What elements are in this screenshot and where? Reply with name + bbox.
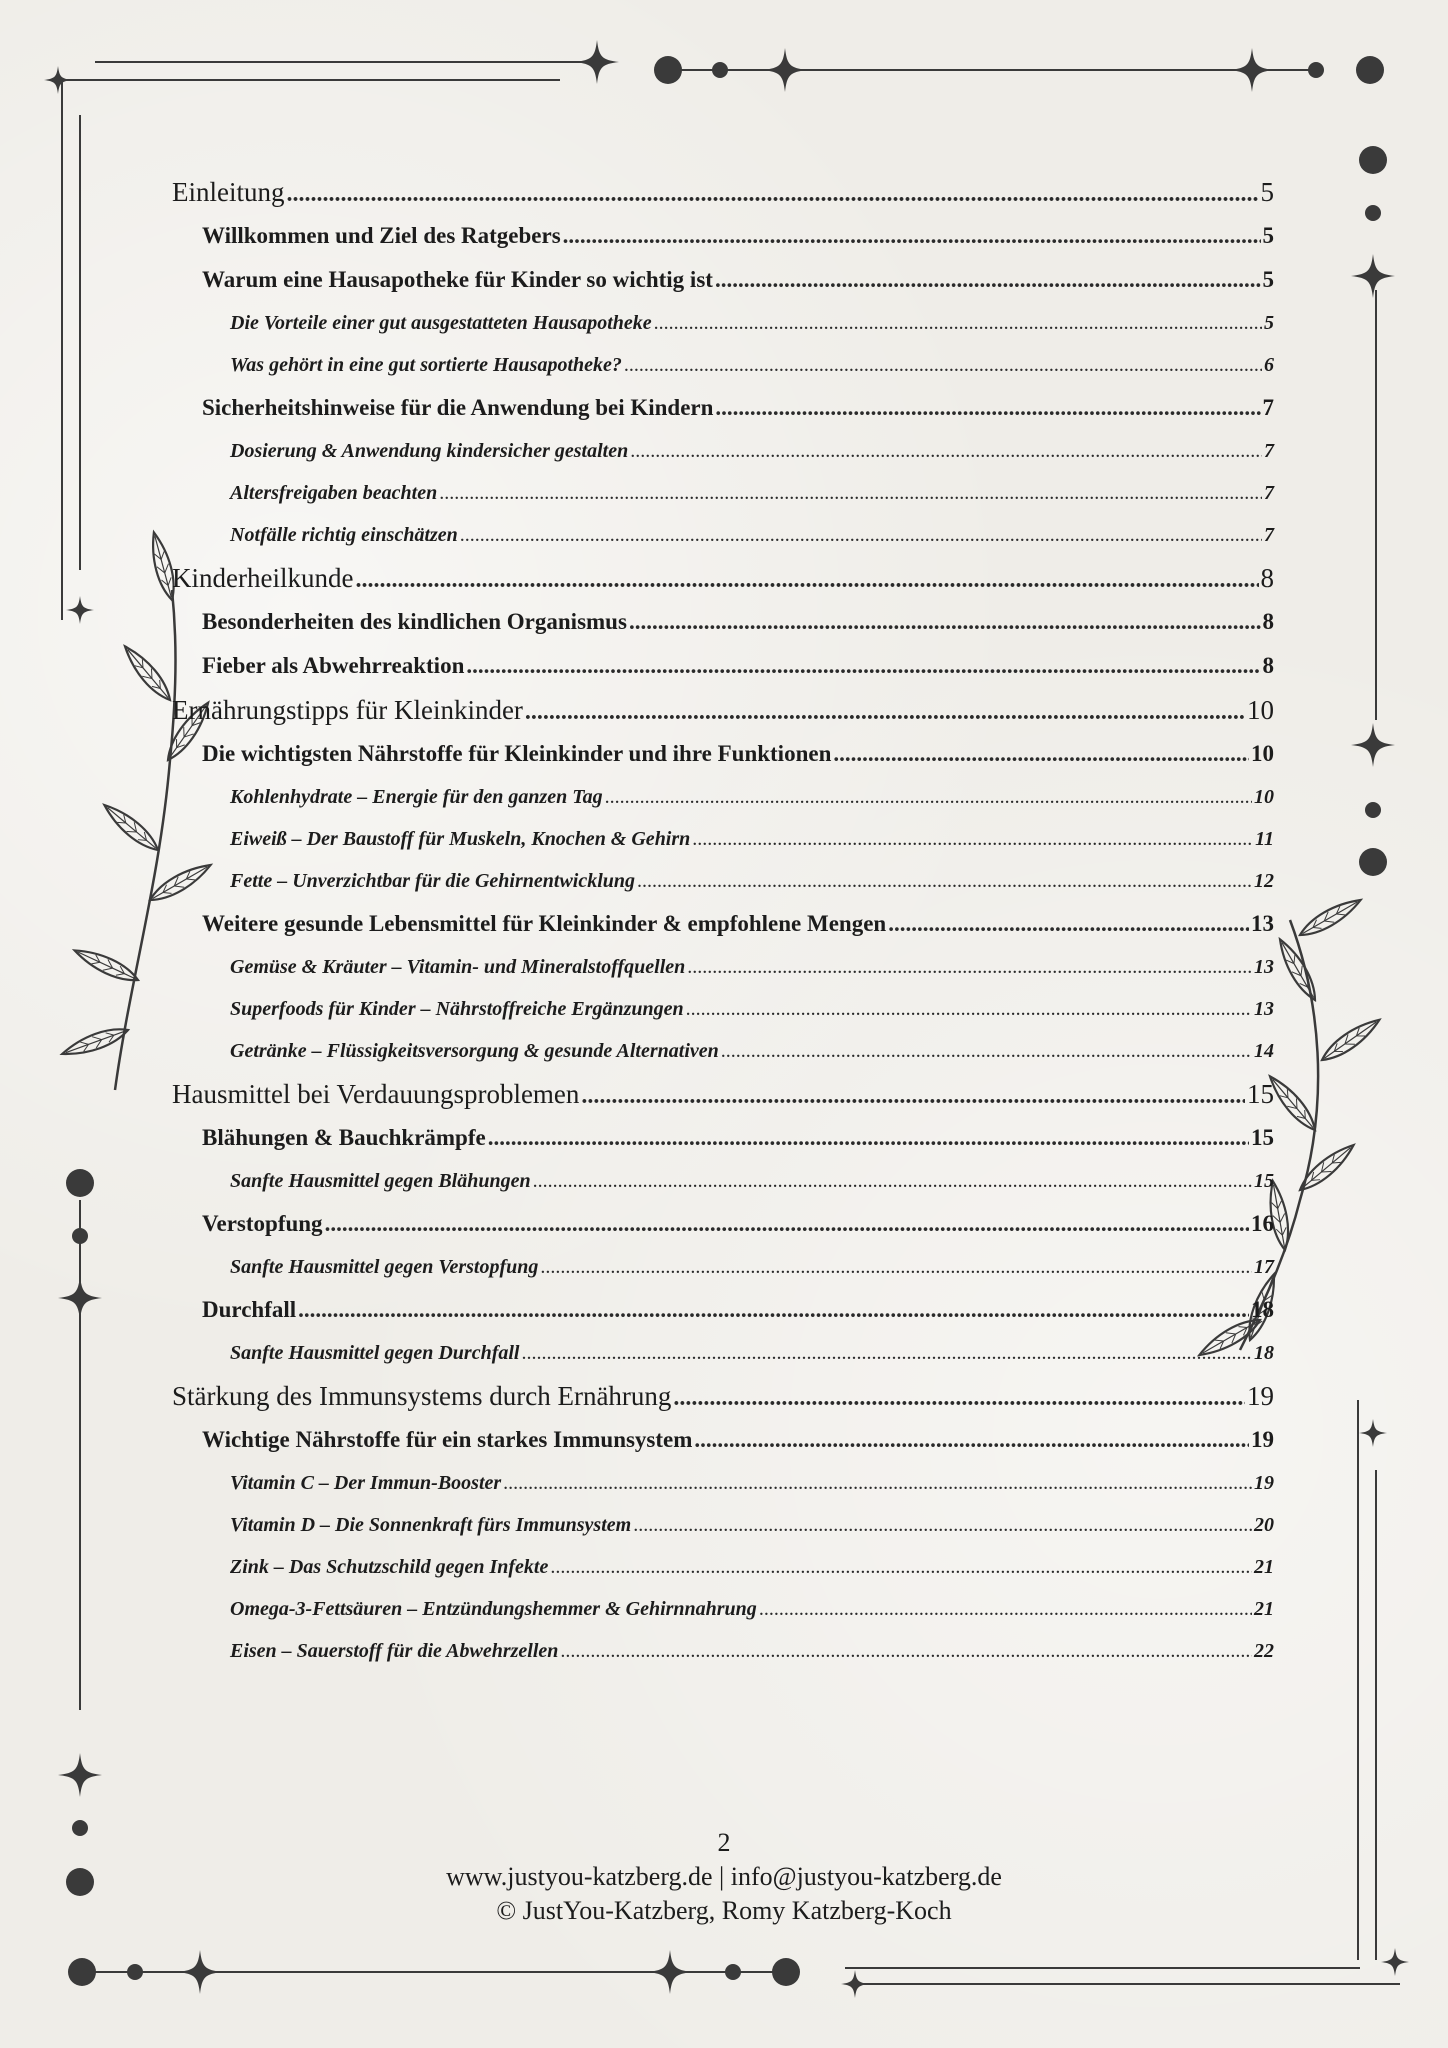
- toc-entry-title: Altersfreigaben beachten: [230, 482, 438, 504]
- dot-icon: [654, 56, 682, 84]
- toc-entry-page: 21: [1254, 1598, 1274, 1620]
- toc-entry-page: 15: [1251, 1125, 1274, 1150]
- table-of-contents: [172, 170, 1274, 1672]
- sparkle-icon: [58, 1753, 102, 1797]
- toc-leader-dots: [759, 1588, 1252, 1630]
- toc-entry-page: 18: [1254, 1342, 1274, 1364]
- toc-leader-dots: [355, 558, 1258, 602]
- toc-entry-title: Blähungen & Bauchkrämpfe: [202, 1125, 486, 1150]
- toc-entry-level-3[interactable]: [172, 344, 1274, 386]
- toc-entry-level-3[interactable]: [172, 1504, 1274, 1546]
- toc-entry-title: Weitere gesunde Lebensmittel für Kleinkinder & empfohlene Mengen: [202, 911, 887, 936]
- toc-entry-page: 14: [1254, 1040, 1274, 1062]
- page-footer: [0, 1826, 1448, 1928]
- toc-entry-title: Was gehört in eine gut sortierte Hausapotheke?: [230, 354, 622, 376]
- toc-entry-level-2[interactable]: [172, 214, 1274, 258]
- toc-entry-page: 13: [1251, 911, 1274, 936]
- toc-entry-title: Eiweiß – Der Baustoff für Muskeln, Knochen & Gehirn: [230, 828, 691, 850]
- toc-entry-title: Sanfte Hausmittel gegen Blähungen: [230, 1170, 531, 1192]
- toc-entry-level-3[interactable]: [172, 988, 1274, 1030]
- sparkle-icon: [763, 48, 807, 92]
- toc-leader-dots: [439, 472, 1262, 514]
- toc-entry-title: Vitamin D – Die Sonnenkraft fürs Immunsystem: [230, 1514, 632, 1536]
- toc-entry-level-2[interactable]: [172, 600, 1274, 644]
- toc-entry-page: 8: [1262, 653, 1274, 678]
- toc-entry-title: Notfälle richtig einschätzen: [230, 524, 458, 546]
- toc-entry-level-2[interactable]: [172, 902, 1274, 946]
- dot-icon: [127, 1964, 143, 1980]
- dot-icon: [1359, 848, 1387, 876]
- toc-entry-level-2[interactable]: [172, 1288, 1274, 1332]
- toc-entry-page: 21: [1254, 1556, 1274, 1578]
- toc-entry-level-3[interactable]: [172, 1030, 1274, 1072]
- dot-icon: [1359, 146, 1387, 174]
- toc-entry-title: Wichtige Nährstoffe für ein starkes Immunsystem: [202, 1427, 693, 1452]
- toc-leader-dots: [692, 818, 1253, 860]
- toc-entry-page: 10: [1254, 786, 1274, 808]
- toc-entry-level-2[interactable]: [172, 258, 1274, 302]
- dot-icon: [725, 1964, 741, 1980]
- toc-entry-title: Ernährungstipps für Kleinkinder: [172, 695, 523, 725]
- toc-entry-level-3[interactable]: [172, 1246, 1274, 1288]
- toc-entry-title: Gemüse & Kräuter – Vitamin- und Mineralstoffquellen: [230, 956, 686, 978]
- toc-entry-title: Besonderheiten des kindlichen Organismus: [202, 609, 627, 634]
- toc-leader-dots: [673, 1376, 1245, 1420]
- toc-leader-dots: [715, 258, 1261, 302]
- toc-entry-level-3[interactable]: [172, 302, 1274, 344]
- toc-entry-page: 18: [1251, 1297, 1274, 1322]
- toc-entry-level-1[interactable]: [172, 1072, 1274, 1116]
- toc-entry-page: 22: [1254, 1640, 1274, 1662]
- toc-entry-level-1[interactable]: [172, 170, 1274, 214]
- sparkle-icon: [58, 1276, 102, 1320]
- sparkle-icon: [1381, 1948, 1409, 1976]
- toc-leader-dots: [715, 386, 1260, 430]
- dot-icon: [1365, 802, 1381, 818]
- toc-entry-page: 5: [1262, 223, 1274, 248]
- toc-entry-title: Kinderheilkunde: [172, 563, 354, 593]
- toc-entry-title: Verstopfung: [202, 1211, 323, 1236]
- toc-leader-dots: [533, 1160, 1252, 1202]
- toc-entry-level-2[interactable]: [172, 386, 1274, 430]
- toc-leader-dots: [833, 732, 1249, 776]
- dot-icon: [1356, 56, 1384, 84]
- toc-entry-title: Eisen – Sauerstoff für die Abwehrzellen: [230, 1640, 559, 1662]
- toc-entry-level-3[interactable]: [172, 430, 1274, 472]
- toc-leader-dots: [654, 302, 1262, 344]
- toc-leader-dots: [721, 1030, 1252, 1072]
- toc-entry-title: Vitamin C – Der Immun-Booster: [230, 1472, 502, 1494]
- toc-entry-level-2[interactable]: [172, 732, 1274, 776]
- toc-entry-title: Hausmittel bei Verdauungsproblemen: [172, 1079, 580, 1109]
- sparkle-icon: [648, 1950, 692, 1994]
- toc-entry-title: Fieber als Abwehrreaktion: [202, 653, 465, 678]
- toc-entry-page: 6: [1264, 354, 1274, 376]
- toc-entry-level-3[interactable]: [172, 1546, 1274, 1588]
- toc-leader-dots: [298, 1288, 1249, 1332]
- toc-entry-level-3[interactable]: [172, 776, 1274, 818]
- toc-leader-dots: [488, 1116, 1249, 1160]
- toc-entry-level-1[interactable]: [172, 1374, 1274, 1418]
- toc-entry-level-3[interactable]: [172, 1588, 1274, 1630]
- toc-leader-dots: [633, 1504, 1252, 1546]
- toc-leader-dots: [525, 690, 1245, 734]
- toc-leader-dots: [687, 946, 1252, 988]
- toc-leader-dots: [629, 600, 1261, 644]
- dot-icon: [1365, 205, 1381, 221]
- toc-entry-page: 10: [1247, 695, 1274, 725]
- toc-entry-title: Superfoods für Kinder – Nährstoffreiche Ergänzungen: [230, 998, 684, 1020]
- toc-entry-level-3[interactable]: [172, 472, 1274, 514]
- toc-entry-title: Sanfte Hausmittel gegen Verstopfung: [230, 1256, 539, 1278]
- toc-leader-dots: [466, 644, 1260, 688]
- toc-entry-level-3[interactable]: [172, 514, 1274, 556]
- toc-entry-page: 5: [1260, 177, 1274, 207]
- toc-entry-title: Die wichtigsten Nährstoffe für Kleinkinder und ihre Funktionen: [202, 741, 832, 766]
- toc-entry-page: 20: [1254, 1514, 1274, 1536]
- toc-leader-dots: [460, 514, 1262, 556]
- sparkle-icon: [66, 596, 94, 624]
- toc-entry-title: Willkommen und Ziel des Ratgebers: [202, 223, 561, 248]
- dot-icon: [712, 62, 728, 78]
- copyright-line: © JustYou-Katzberg, Romy Katzberg-Koch: [496, 1896, 952, 1925]
- toc-entry-page: 7: [1264, 524, 1274, 546]
- toc-leader-dots: [624, 344, 1262, 386]
- toc-entry-page: 15: [1254, 1170, 1274, 1192]
- toc-entry-title: Die Vorteile einer gut ausgestatteten Hausapotheke: [230, 312, 652, 334]
- page-number: 2: [717, 1828, 731, 1857]
- toc-entry-level-2[interactable]: [172, 1202, 1274, 1246]
- toc-entry-title: Stärkung des Immunsystems durch Ernährung: [172, 1381, 672, 1411]
- toc-entry-level-3[interactable]: [172, 946, 1274, 988]
- toc-entry-page: 17: [1254, 1256, 1274, 1278]
- toc-leader-dots: [521, 1332, 1252, 1374]
- toc-entry-title: Sanfte Hausmittel gegen Durchfall: [230, 1342, 520, 1364]
- toc-entry-level-1[interactable]: [172, 688, 1274, 732]
- toc-leader-dots: [686, 988, 1252, 1030]
- toc-entry-page: 10: [1251, 741, 1274, 766]
- sparkle-icon: [44, 66, 72, 94]
- toc-leader-dots: [540, 1246, 1252, 1288]
- toc-entry-title: Warum eine Hausapotheke für Kinder so wichtig ist: [202, 267, 713, 292]
- toc-leader-dots: [563, 214, 1261, 258]
- toc-leader-dots: [888, 902, 1249, 946]
- sparkle-icon: [1351, 254, 1395, 298]
- toc-entry-page: 5: [1264, 312, 1274, 334]
- toc-entry-title: Zink – Das Schutzschild gegen Infekte: [230, 1556, 549, 1578]
- toc-entry-page: 7: [1264, 482, 1274, 504]
- contact-line[interactable]: www.justyou-katzberg.de | info@justyou-katzberg.de: [446, 1862, 1002, 1891]
- toc-leader-dots: [694, 1418, 1249, 1462]
- toc-entry-page: 8: [1260, 563, 1274, 593]
- toc-entry-page: 5: [1262, 267, 1274, 292]
- toc-entry-title: Getränke – Flüssigkeitsversorgung & gesunde Alternativen: [230, 1040, 719, 1062]
- toc-leader-dots: [325, 1202, 1249, 1246]
- toc-entry-level-1[interactable]: [172, 556, 1274, 600]
- toc-entry-level-3[interactable]: [172, 818, 1274, 860]
- toc-entry-page: 11: [1255, 828, 1274, 850]
- toc-entry-page: 13: [1254, 998, 1274, 1020]
- toc-entry-page: 7: [1262, 395, 1274, 420]
- toc-entry-page: 7: [1264, 440, 1274, 462]
- toc-entry-page: 19: [1247, 1381, 1274, 1411]
- sparkle-icon: [1351, 723, 1395, 767]
- toc-entry-level-2[interactable]: [172, 1116, 1274, 1160]
- toc-entry-page: 19: [1251, 1427, 1274, 1452]
- toc-entry-page: 12: [1254, 870, 1274, 892]
- dot-icon: [772, 1958, 800, 1986]
- toc-entry-page: 13: [1254, 956, 1274, 978]
- toc-entry-title: Sicherheitshinweise für die Anwendung bei Kindern: [202, 395, 714, 420]
- dot-icon: [72, 1228, 88, 1244]
- toc-entry-page: 8: [1262, 609, 1274, 634]
- toc-entry-level-3[interactable]: [172, 1332, 1274, 1374]
- toc-entry-level-3[interactable]: [172, 1462, 1274, 1504]
- toc-entry-level-3[interactable]: [172, 1630, 1274, 1672]
- sparkle-icon: [1230, 48, 1274, 92]
- toc-entry-title: Dosierung & Anwendung kindersicher gestalten: [230, 440, 629, 462]
- toc-leader-dots: [581, 1074, 1245, 1118]
- dot-icon: [66, 1169, 94, 1197]
- toc-entry-title: Omega-3-Fettsäuren – Entzündungshemmer & Gehirnnahrung: [230, 1598, 757, 1620]
- toc-entry-title: Kohlenhydrate – Energie für den ganzen Tag: [230, 786, 603, 808]
- toc-entry-level-3[interactable]: [172, 860, 1274, 902]
- toc-leader-dots: [637, 860, 1252, 902]
- dot-icon: [1308, 62, 1324, 78]
- dot-icon: [68, 1958, 96, 1986]
- toc-entry-page: 19: [1254, 1472, 1274, 1494]
- toc-entry-page: 16: [1251, 1211, 1274, 1236]
- toc-entry-level-2[interactable]: [172, 644, 1274, 688]
- toc-leader-dots: [550, 1546, 1252, 1588]
- toc-leader-dots: [605, 776, 1252, 818]
- toc-leader-dots: [286, 172, 1258, 216]
- sparkle-icon: [575, 40, 619, 84]
- toc-entry-level-3[interactable]: [172, 1160, 1274, 1202]
- toc-entry-title: Durchfall: [202, 1297, 297, 1322]
- toc-entry-page: 15: [1247, 1079, 1274, 1109]
- toc-leader-dots: [630, 430, 1262, 472]
- toc-leader-dots: [503, 1462, 1252, 1504]
- sparkle-icon: [178, 1950, 222, 1994]
- sparkle-icon: [841, 1970, 869, 1998]
- toc-entry-title: Einleitung: [172, 177, 285, 207]
- toc-entry-title: Fette – Unverzichtbar für die Gehirnentwicklung: [230, 870, 636, 892]
- sparkle-icon: [1359, 1419, 1387, 1447]
- toc-entry-level-2[interactable]: [172, 1418, 1274, 1462]
- toc-leader-dots: [560, 1630, 1252, 1672]
